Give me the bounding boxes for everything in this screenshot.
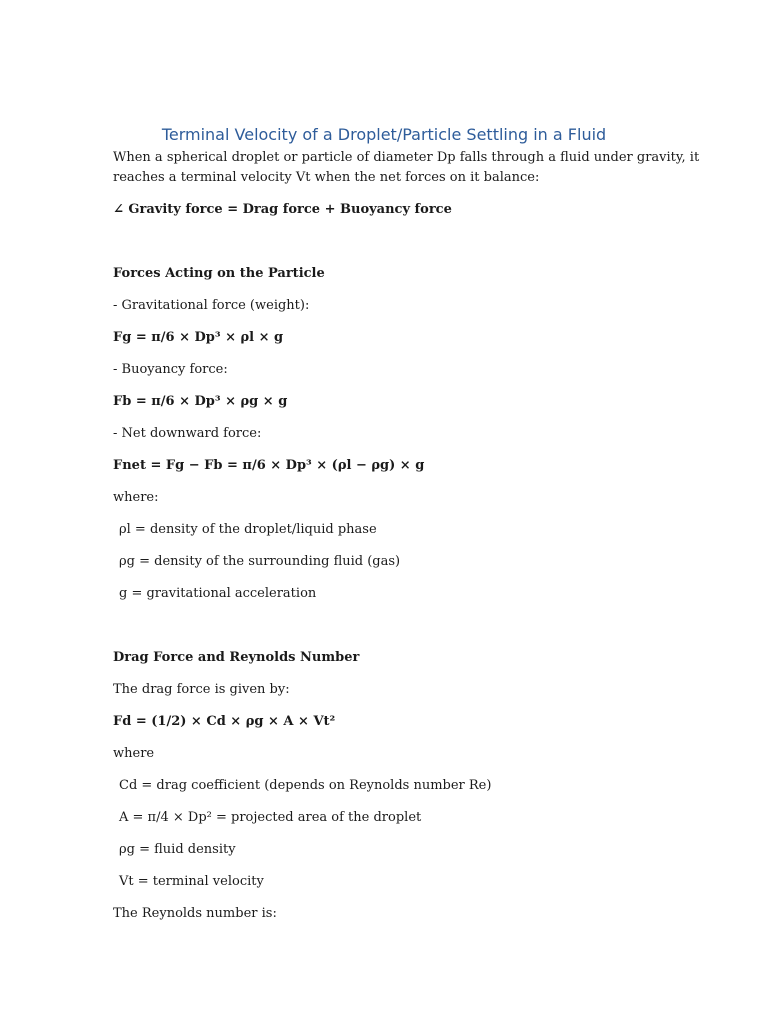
drag-heading: Drag Force and Reynolds Number — [113, 650, 360, 665]
definition-g: g = gravitational acceleration — [119, 586, 317, 601]
definition-area: A = π/4 × Dp² = projected area of the droplet — [119, 810, 422, 825]
drag-equation: Fd = (1/2) × Cd × ρg × A × Vt² — [113, 714, 336, 729]
definition-rho-g: ρg = density of the surrounding fluid (gas) — [119, 554, 401, 569]
definition-fluid-density: ρg = fluid density — [119, 842, 236, 857]
balance-statement: ∠ Gravity force = Drag force + Buoyancy force — [113, 202, 452, 217]
forces-heading: Forces Acting on the Particle — [113, 266, 325, 281]
reynolds-intro: The Reynolds number is: — [113, 906, 277, 921]
intro-line-2: reaches a terminal velocity Vt when the net forces on it balance: — [113, 170, 540, 185]
intro-line-1: When a spherical droplet or particle of diameter Dp falls through a fluid under gravity, it — [113, 150, 700, 165]
buoyancy-equation: Fb = π/6 × Dp³ × ρg × g — [113, 394, 288, 409]
drag-intro: The drag force is given by: — [113, 682, 290, 697]
buoyancy-label: - Buoyancy force: — [113, 362, 228, 377]
definition-rho-l: ρl = density of the droplet/liquid phase — [119, 522, 377, 537]
gravity-label: - Gravitational force (weight): — [113, 298, 310, 313]
drag-where: where — [113, 746, 155, 761]
gravity-equation: Fg = π/6 × Dp³ × ρl × g — [113, 330, 284, 345]
definition-vt: Vt = terminal velocity — [119, 874, 264, 889]
definition-cd: Cd = drag coefficient (depends on Reynolds number Re) — [119, 778, 492, 793]
net-force-label: - Net downward force: — [113, 426, 262, 441]
net-force-equation: Fnet = Fg − Fb = π/6 × Dp³ × (ρl − ρg) × g — [113, 458, 425, 473]
page-title: Terminal Velocity of a Droplet/Particle Settling in a Fluid — [161, 125, 607, 144]
forces-where: where: — [113, 490, 159, 505]
